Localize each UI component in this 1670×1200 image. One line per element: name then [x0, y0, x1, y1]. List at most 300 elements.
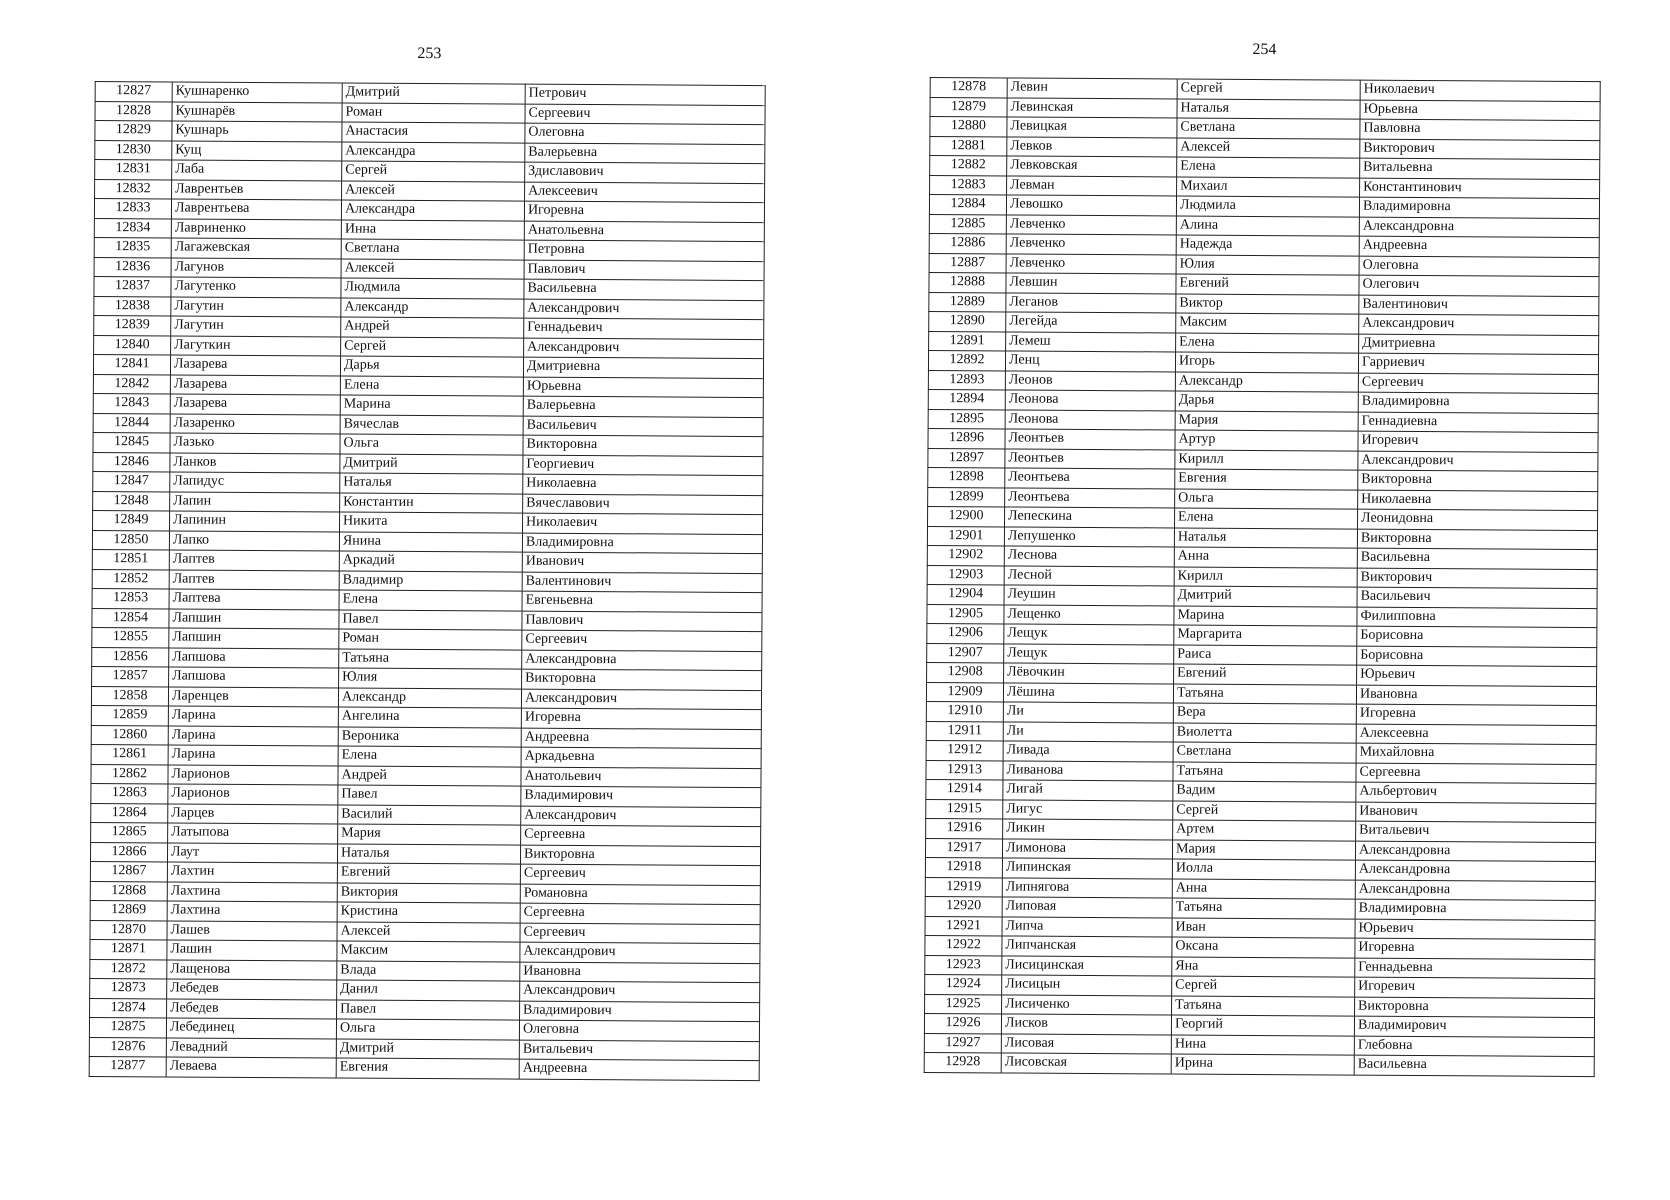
first-name-cell: Вадим	[1173, 781, 1356, 802]
first-name-cell: Максим	[337, 941, 520, 962]
first-name-cell: Виктор	[1176, 294, 1359, 315]
record-number-cell: 12917	[925, 838, 1002, 858]
record-number-cell: 12846	[93, 452, 170, 472]
record-number-cell: 12897	[928, 448, 1005, 468]
patronymic-cell: Николаевич	[522, 513, 762, 534]
first-name-cell: Андрей	[341, 317, 524, 338]
record-number-cell: 12857	[92, 666, 169, 686]
record-number-cell: 12888	[929, 272, 1006, 292]
first-name-cell: Павел	[337, 999, 520, 1020]
record-number-cell: 12902	[927, 545, 1004, 565]
patronymic-cell: Владимирович	[520, 1001, 760, 1022]
last-name-cell: Ликин	[1003, 819, 1173, 840]
record-number-cell: 12843	[93, 393, 170, 413]
first-name-cell: Сергей	[342, 161, 525, 182]
record-number-cell: 12874	[90, 998, 167, 1018]
patronymic-cell: Валерьевна	[525, 143, 765, 164]
patronymic-cell: Ивановна	[520, 962, 760, 983]
patronymic-cell: Сергеевич	[1358, 373, 1598, 394]
last-name-cell: Левченко	[1006, 234, 1176, 255]
last-name-cell: Лигай	[1003, 780, 1173, 801]
patronymic-cell: Александровна	[1355, 880, 1595, 901]
record-number-cell: 12922	[925, 935, 1002, 955]
record-number-cell: 12840	[94, 335, 171, 355]
patronymic-cell: Петрович	[525, 84, 765, 105]
record-number-cell: 12906	[927, 623, 1004, 643]
record-number-cell: 12900	[928, 506, 1005, 526]
last-name-cell: Левин	[1007, 78, 1177, 99]
first-name-cell: Ольга	[340, 434, 523, 455]
first-name-cell: Елена	[1176, 333, 1359, 354]
patronymic-cell: Владимирович	[1354, 1016, 1594, 1037]
patronymic-cell: Алексеевич	[525, 182, 765, 203]
record-number-cell: 12884	[929, 195, 1006, 215]
record-number-cell: 12920	[925, 896, 1002, 916]
last-name-cell: Леснова	[1004, 546, 1174, 567]
first-name-cell: Вячеслав	[340, 415, 523, 436]
last-name-cell: Кушнаренко	[172, 82, 342, 103]
first-name-cell: Анна	[1172, 878, 1355, 899]
patronymic-cell: Владимировна	[1355, 899, 1595, 920]
last-name-cell: Лапинин	[170, 511, 340, 532]
record-number-cell: 12850	[92, 530, 169, 550]
last-name-cell: Леганов	[1006, 292, 1176, 313]
last-name-cell: Левшин	[1006, 273, 1176, 294]
last-name-cell: Леонова	[1005, 409, 1175, 430]
last-name-cell: Лащенова	[167, 959, 337, 980]
record-number-cell: 12887	[929, 253, 1006, 273]
table-row	[924, 1052, 1594, 1076]
record-number-cell: 12882	[930, 156, 1007, 176]
record-number-cell: 12828	[95, 101, 172, 121]
last-name-cell: Леонтьев	[1005, 448, 1175, 469]
first-name-cell: Аркадий	[339, 551, 522, 572]
last-name-cell: Левковская	[1007, 156, 1177, 177]
last-name-cell: Липинская	[1002, 858, 1172, 879]
record-number-cell: 12904	[927, 584, 1004, 604]
last-name-cell: Лаут	[167, 842, 337, 863]
first-name-cell: Людмила	[1176, 196, 1359, 217]
last-name-cell: Лазько	[170, 433, 340, 454]
record-number-cell: 12866	[90, 842, 167, 862]
last-name-cell: Кущ	[172, 140, 342, 161]
last-name-cell: Левицкая	[1007, 117, 1177, 138]
record-number-cell: 12908	[927, 662, 1004, 682]
patronymic-cell: Павлович	[524, 260, 764, 281]
patronymic-cell: Владимировна	[522, 533, 762, 554]
first-name-cell: Наталья	[1177, 99, 1360, 120]
patronymic-cell: Алексеевна	[1356, 724, 1596, 745]
patronymic-cell: Викторовна	[1357, 529, 1597, 550]
first-name-cell: Дарья	[1175, 391, 1358, 412]
record-number-cell: 12865	[91, 822, 168, 842]
first-name-cell: Елена	[338, 746, 521, 767]
patronymic-cell: Александрович	[1358, 451, 1598, 472]
last-name-cell: Легейда	[1006, 312, 1176, 333]
patronymic-cell: Андреевна	[1359, 236, 1599, 257]
last-name-cell: Лисовская	[1001, 1053, 1171, 1074]
patronymic-cell: Константинович	[1360, 178, 1600, 199]
last-name-cell: Липовая	[1002, 897, 1172, 918]
patronymic-cell: Борисовна	[1357, 646, 1597, 667]
patronymic-cell: Юрьевич	[1357, 665, 1597, 686]
first-name-cell: Инна	[341, 220, 524, 241]
first-name-cell: Данил	[337, 980, 520, 1001]
first-name-cell: Ольга	[1175, 489, 1358, 510]
record-number-cell: 12898	[928, 467, 1005, 487]
first-name-cell: Александр	[338, 687, 521, 708]
record-number-cell: 12910	[926, 701, 1003, 721]
last-name-cell: Лахтин	[167, 862, 337, 883]
patronymic-cell: Дмитриевна	[523, 357, 763, 378]
record-number-cell: 12839	[94, 315, 171, 335]
patronymic-cell: Владимировна	[1358, 392, 1598, 413]
patronymic-cell: Игоревич	[1355, 977, 1595, 998]
record-number-cell: 12905	[927, 604, 1004, 624]
last-name-cell: Леушин	[1004, 585, 1174, 606]
patronymic-cell: Александрович	[520, 942, 760, 963]
record-number-cell: 12863	[91, 783, 168, 803]
record-number-cell: 12858	[91, 686, 168, 706]
patronymic-cell: Витальевич	[1356, 821, 1596, 842]
first-name-cell: Елена	[339, 590, 522, 611]
patronymic-cell: Олеговна	[525, 123, 765, 144]
record-number-cell: 12851	[92, 549, 169, 569]
record-number-cell: 12855	[92, 627, 169, 647]
record-number-cell: 12895	[928, 409, 1005, 429]
first-name-cell: Андрей	[338, 765, 521, 786]
first-name-cell: Артур	[1175, 430, 1358, 451]
patronymic-cell: Витальевич	[519, 1040, 759, 1061]
record-number-cell: 12891	[929, 331, 1006, 351]
patronymic-cell: Валентинович	[522, 572, 762, 593]
patronymic-cell: Юрьевич	[1355, 919, 1595, 940]
record-number-cell: 12833	[94, 199, 171, 219]
first-name-cell: Алексей	[341, 259, 524, 280]
first-name-cell: Наталья	[337, 843, 520, 864]
last-name-cell: Лаврентьева	[171, 199, 341, 220]
last-name-cell: Лавриненко	[171, 218, 341, 239]
first-name-cell: Татьяна	[1173, 683, 1356, 704]
last-name-cell: Лёвочкин	[1004, 663, 1174, 684]
last-name-cell: Лепушенко	[1004, 526, 1174, 547]
record-number-cell: 12831	[95, 160, 172, 180]
record-number-cell: 12864	[91, 803, 168, 823]
record-number-cell: 12827	[95, 82, 172, 102]
record-number-cell: 12901	[927, 526, 1004, 546]
last-name-cell: Лагунов	[171, 257, 341, 278]
record-number-cell: 12919	[925, 877, 1002, 897]
patronymic-cell: Петровна	[524, 240, 764, 261]
record-number-cell: 12876	[89, 1037, 166, 1057]
record-number-cell: 12848	[93, 491, 170, 511]
record-number-cell: 12912	[926, 740, 1003, 760]
record-number-cell: 12849	[93, 510, 170, 530]
patronymic-cell: Викторович	[1357, 568, 1597, 589]
first-name-cell: Елена	[340, 376, 523, 397]
last-name-cell: Ларина	[168, 745, 338, 766]
record-number-cell: 12913	[926, 760, 1003, 780]
record-number-cell: 12854	[92, 608, 169, 628]
patronymic-cell: Александровна	[1359, 217, 1599, 238]
patronymic-cell: Александрович	[1359, 314, 1599, 335]
record-number-cell: 12885	[929, 214, 1006, 234]
first-name-cell: Артем	[1173, 820, 1356, 841]
patronymic-cell: Николаевич	[1360, 80, 1600, 101]
record-number-cell: 12923	[925, 955, 1002, 975]
patronymic-cell: Александровна	[522, 650, 762, 671]
last-name-cell: Лазаренко	[170, 413, 340, 434]
last-name-cell: Левман	[1007, 175, 1177, 196]
patronymic-cell: Сергеевна	[1356, 763, 1596, 784]
last-name-cell: Лесной	[1004, 565, 1174, 586]
last-name-cell: Лисиченко	[1002, 994, 1172, 1015]
patronymic-cell: Валентинович	[1359, 295, 1599, 316]
record-number-cell: 12835	[94, 237, 171, 257]
patronymic-cell: Васильевна	[1357, 548, 1597, 569]
patronymic-cell: Иванович	[522, 552, 762, 573]
record-number-cell: 12883	[930, 175, 1007, 195]
first-name-cell: Светлана	[1173, 742, 1356, 763]
patronymic-cell: Павлович	[522, 611, 762, 632]
first-name-cell: Иван	[1172, 917, 1355, 938]
record-number-cell: 12918	[925, 857, 1002, 877]
patronymic-cell: Филипповна	[1357, 607, 1597, 628]
last-name-cell: Лаврентьев	[172, 179, 342, 200]
last-name-cell: Лапшин	[169, 608, 339, 629]
last-name-cell: Леваева	[166, 1057, 336, 1078]
last-name-cell: Ли	[1003, 721, 1173, 742]
patronymic-cell: Юрьевна	[1360, 100, 1600, 121]
patronymic-cell: Сергеевна	[521, 825, 761, 846]
record-number-cell: 12852	[92, 569, 169, 589]
last-name-cell: Лазарева	[170, 355, 340, 376]
record-number-cell: 12830	[95, 140, 172, 160]
patronymic-cell: Александрович	[521, 806, 761, 827]
first-name-cell: Павел	[339, 610, 522, 631]
first-name-cell: Надежда	[1176, 235, 1359, 256]
record-number-cell: 12928	[924, 1052, 1001, 1072]
first-name-cell: Татьяна	[1172, 995, 1355, 1016]
last-name-cell: Ларина	[168, 706, 338, 727]
record-number-cell: 12860	[91, 725, 168, 745]
record-number-cell: 12871	[90, 939, 167, 959]
first-name-cell: Янина	[339, 532, 522, 553]
record-number-cell: 12911	[926, 721, 1003, 741]
last-name-cell: Лещук	[1004, 624, 1174, 645]
first-name-cell: Елена	[1177, 157, 1360, 178]
first-name-cell: Елена	[1175, 508, 1358, 529]
first-name-cell: Наталья	[340, 473, 523, 494]
patronymic-cell: Андреевна	[521, 728, 761, 749]
first-name-cell: Марина	[340, 395, 523, 416]
last-name-cell: Лисовая	[1001, 1033, 1171, 1054]
last-name-cell: Лещенко	[1004, 604, 1174, 625]
patronymic-cell: Геннадьевна	[1355, 958, 1595, 979]
record-number-cell: 12914	[926, 779, 1003, 799]
last-name-cell: Кушнарёв	[172, 101, 342, 122]
patronymic-cell: Олеговна	[1359, 256, 1599, 277]
last-name-cell: Леонтьев	[1005, 429, 1175, 450]
first-name-cell: Юлия	[339, 668, 522, 689]
first-name-cell: Сергей	[1172, 976, 1355, 997]
first-name-cell: Мария	[338, 824, 521, 845]
last-name-cell: Лебединец	[166, 1018, 336, 1039]
table-row	[89, 1056, 759, 1080]
record-number-cell: 12889	[929, 292, 1006, 312]
last-name-cell: Левадний	[166, 1037, 336, 1058]
patronymic-cell: Игоревна	[1355, 938, 1595, 959]
patronymic-cell: Николаевна	[523, 474, 763, 495]
last-name-cell: Лахтина	[167, 901, 337, 922]
patronymic-cell: Викторович	[1360, 139, 1600, 160]
patronymic-cell: Валерьевна	[523, 396, 763, 417]
last-name-cell: Лапко	[169, 530, 339, 551]
first-name-cell: Алексей	[342, 181, 525, 202]
patronymic-cell: Ивановна	[1356, 685, 1596, 706]
record-number-cell: 12868	[90, 881, 167, 901]
first-name-cell: Ирина	[1171, 1054, 1354, 1075]
last-name-cell: Латыпова	[168, 823, 338, 844]
record-number-cell: 12869	[90, 900, 167, 920]
patronymic-cell: Игоревич	[1358, 431, 1598, 452]
last-name-cell: Лёшина	[1003, 682, 1173, 703]
first-name-cell: Евгений	[1176, 274, 1359, 295]
patronymic-cell: Александрович	[521, 689, 761, 710]
first-name-cell: Михаил	[1177, 177, 1360, 198]
first-name-cell: Татьяна	[1173, 761, 1356, 782]
patronymic-cell: Юрьевна	[523, 377, 763, 398]
record-number-cell: 12837	[94, 276, 171, 296]
right-page	[924, 36, 1595, 1077]
record-number-cell: 12859	[91, 705, 168, 725]
first-name-cell: Константин	[340, 493, 523, 514]
last-name-cell: Лашин	[167, 940, 337, 961]
last-name-cell: Лисицын	[1002, 975, 1172, 996]
patronymic-cell: Сергеевич	[520, 864, 760, 885]
last-name-cell: Лапшова	[169, 647, 339, 668]
patronymic-cell: Игоревна	[521, 708, 761, 729]
patronymic-cell: Николаевна	[1358, 490, 1598, 511]
last-name-cell: Лапидус	[170, 472, 340, 493]
record-number-cell: 12875	[89, 1017, 166, 1037]
last-name-cell: Лагутенко	[171, 277, 341, 298]
patronymic-cell: Викторовна	[523, 435, 763, 456]
last-name-cell: Кушнарь	[172, 121, 342, 142]
patronymic-cell: Анатольевна	[524, 221, 764, 242]
record-number-cell: 12890	[929, 311, 1006, 331]
last-name-cell: Леонтьева	[1005, 468, 1175, 489]
first-name-cell: Маргарита	[1174, 625, 1357, 646]
first-name-cell: Никита	[340, 512, 523, 533]
last-name-cell: Лисков	[1001, 1014, 1171, 1035]
first-name-cell: Виктория	[337, 882, 520, 903]
record-number-cell: 12832	[95, 179, 172, 199]
first-name-cell: Вера	[1173, 703, 1356, 724]
record-number-cell: 12881	[930, 136, 1007, 156]
last-name-cell: Лазарева	[170, 394, 340, 415]
record-number-cell: 12842	[93, 374, 170, 394]
last-name-cell: Ливада	[1003, 741, 1173, 762]
last-name-cell: Лазарева	[170, 374, 340, 395]
record-number-cell: 12903	[927, 565, 1004, 585]
first-name-cell: Марина	[1174, 606, 1357, 627]
last-name-cell: Лебедев	[167, 979, 337, 1000]
last-name-cell: Лисицинская	[1002, 955, 1172, 976]
record-number-cell: 12861	[91, 744, 168, 764]
first-name-cell: Александра	[341, 200, 524, 221]
first-name-cell: Ангелина	[338, 707, 521, 728]
record-number-cell: 12921	[925, 916, 1002, 936]
last-name-cell: Липчанская	[1002, 936, 1172, 957]
patronymic-cell: Витальевна	[1360, 158, 1600, 179]
patronymic-cell: Александровна	[1355, 841, 1595, 862]
record-number-cell: 12836	[94, 257, 171, 277]
last-name-cell: Лепескина	[1005, 507, 1175, 528]
last-name-cell: Липча	[1002, 916, 1172, 937]
record-number-cell: 12925	[925, 994, 1002, 1014]
first-name-cell: Ольга	[336, 1019, 519, 1040]
first-name-cell: Оксана	[1172, 937, 1355, 958]
record-number-cell: 12915	[926, 799, 1003, 819]
patronymic-cell: Павловна	[1360, 119, 1600, 140]
last-name-cell: Левинская	[1007, 97, 1177, 118]
first-name-cell: Мария	[1175, 411, 1358, 432]
first-name-cell: Евгений	[337, 863, 520, 884]
first-name-cell: Татьяна	[1172, 898, 1355, 919]
record-number-cell: 12880	[930, 117, 1007, 137]
first-name-cell: Александр	[1175, 372, 1358, 393]
first-name-cell: Максим	[1176, 313, 1359, 334]
patronymic-cell: Александрович	[524, 338, 764, 359]
last-name-cell: Левченко	[1006, 253, 1176, 274]
record-number-cell: 12879	[930, 97, 1007, 117]
last-name-cell: Лаба	[172, 160, 342, 181]
first-name-cell: Виолетта	[1173, 722, 1356, 743]
patronymic-cell: Олегович	[1359, 275, 1599, 296]
patronymic-cell: Иванович	[1356, 802, 1596, 823]
record-number-cell: 12894	[928, 389, 1005, 409]
first-name-cell: Светлана	[341, 239, 524, 260]
record-number-cell: 12926	[924, 1013, 1001, 1033]
first-name-cell: Влада	[337, 960, 520, 981]
first-name-cell: Наталья	[1174, 528, 1357, 549]
first-name-cell: Дмитрий	[340, 454, 523, 475]
first-name-cell: Евгения	[1175, 469, 1358, 490]
first-name-cell: Сергей	[1173, 800, 1356, 821]
patronymic-cell: Геннадьевич	[524, 318, 764, 339]
first-name-cell: Людмила	[341, 278, 524, 299]
patronymic-cell: Дмитриевна	[1359, 334, 1599, 355]
last-name-cell: Лахтина	[167, 881, 337, 902]
record-number-cell: 12877	[89, 1056, 166, 1076]
first-name-cell: Иолла	[1172, 859, 1355, 880]
first-name-cell: Кирилл	[1175, 450, 1358, 471]
patronymic-cell: Здиславович	[525, 162, 765, 183]
first-name-cell: Вероника	[338, 726, 521, 747]
first-name-cell: Сергей	[341, 337, 524, 358]
patronymic-cell: Викторовна	[520, 845, 760, 866]
record-number-cell: 12909	[926, 682, 1003, 702]
first-name-cell: Светлана	[1177, 118, 1360, 139]
last-name-cell: Ларионов	[168, 764, 338, 785]
record-number-cell: 12927	[924, 1033, 1001, 1053]
patronymic-cell: Андреевна	[519, 1059, 759, 1080]
first-name-cell: Дарья	[340, 356, 523, 377]
first-name-cell: Яна	[1172, 956, 1355, 977]
first-name-cell: Евгения	[336, 1058, 519, 1079]
last-name-cell: Ларионов	[168, 784, 338, 805]
